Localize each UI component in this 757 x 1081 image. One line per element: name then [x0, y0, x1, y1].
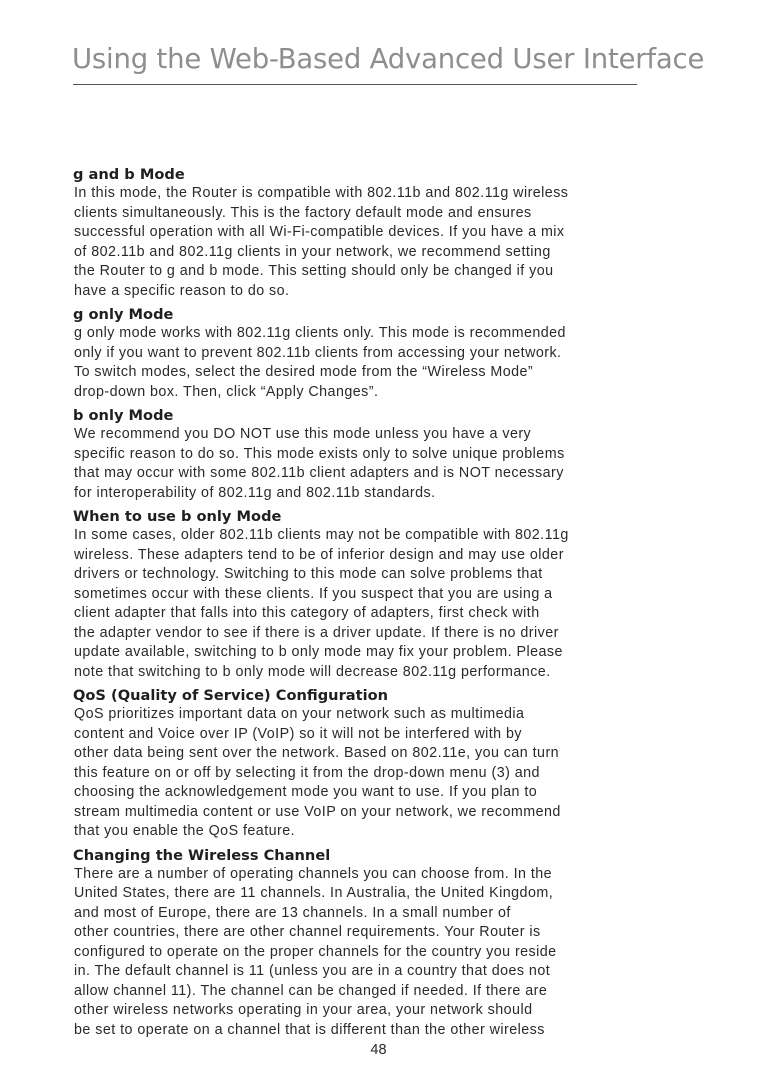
- section: [74, 305, 664, 402]
- paragraph-line: United States, there are 11 channels. In Australia, the United Kingdom,: [74, 885, 554, 901]
- paragraph-line: other data being sent over the network. Based on 802.11e, you can turn: [74, 745, 560, 761]
- paragraph-line: drivers or technology. Switching to this mode can solve problems that: [74, 566, 543, 582]
- paragraph-line: clients simultaneously. This is the factory default mode and ensures: [74, 204, 532, 221]
- paragraph-line: in. The default channel is 11 (unless you are in a country that does not: [74, 963, 551, 979]
- section-paragraph: [74, 425, 664, 503]
- section-heading: g and b Mode: [73, 166, 185, 183]
- paragraph-line: successful operation with all Wi-Fi-compatible devices. If you have a mix: [74, 224, 565, 240]
- section: [74, 165, 664, 301]
- paragraph-line: update available, switching to b only mode may fix your problem. Please: [74, 644, 563, 660]
- paragraph-line: drop-down box. Then, click “Apply Changes”.: [74, 383, 379, 400]
- section-heading: QoS (Quality of Service) Configuration: [73, 687, 389, 704]
- paragraph-line: specific reason to do so. This mode exists only to solve unique problems: [74, 445, 565, 462]
- section-heading: When to use b only Mode: [73, 508, 282, 525]
- paragraph-line: In some cases, older 802.11b clients may not be compatible with 802.11g: [74, 527, 569, 543]
- section: [74, 686, 664, 842]
- paragraph-line: To switch modes, select the desired mode from the “Wireless Mode”: [74, 364, 534, 380]
- paragraph-line: that you enable the QoS feature.: [74, 823, 296, 839]
- section: [74, 507, 664, 682]
- section-paragraph: [74, 705, 664, 842]
- paragraph-line: In this mode, the Router is compatible with 802.11b and 802.11g wireless: [74, 185, 569, 201]
- paragraph-line: g only mode works with 802.11g clients only. This mode is recommended: [74, 325, 566, 341]
- paragraph-line: for interoperability of 802.11g and 802.11b standards.: [74, 484, 436, 501]
- header-divider: [73, 84, 637, 85]
- paragraph-line: content and Voice over IP (VoIP) so it will not be interfered with by: [74, 725, 523, 742]
- section-paragraph: [74, 184, 664, 301]
- paragraph-line: the Router to g and b mode. This setting should only be changed if you: [74, 263, 554, 279]
- paragraph-line: We recommend you DO NOT use this mode unless you have a very: [74, 426, 532, 442]
- paragraph-line: QoS prioritizes important data on your network such as multimedia: [74, 706, 525, 722]
- section-paragraph: [74, 526, 664, 682]
- section-paragraph: [74, 324, 664, 402]
- paragraph-line: that may occur with some 802.11b client adapters and is NOT necessary: [74, 465, 564, 481]
- section-heading: Changing the Wireless Channel: [73, 846, 331, 864]
- page-number: 48: [370, 1042, 387, 1058]
- section: [74, 406, 664, 503]
- paragraph-line: other wireless networks operating in your area, your network should: [74, 1002, 533, 1018]
- paragraph-line: There are a number of operating channels you can choose from. In the: [74, 865, 553, 882]
- paragraph-line: other countries, there are other channel requirements. Your Router is: [74, 924, 541, 940]
- paragraph-line: the adapter vendor to see if there is a driver update. If there is no driver: [74, 624, 559, 641]
- paragraph-line: sometimes occur with these clients. If you suspect that you are using a: [74, 585, 553, 602]
- paragraph-line: note that switching to b only mode will decrease 802.11g performance.: [74, 663, 551, 680]
- paragraph-line: only if you want to prevent 802.11b clients from accessing your network.: [74, 344, 562, 361]
- paragraph-line: client adapter that falls into this category of adapters, first check with: [74, 605, 540, 621]
- section-heading: b only Mode: [73, 407, 174, 424]
- paragraph-line: have a specific reason to do so.: [74, 282, 290, 299]
- paragraph-line: and most of Europe, there are 13 channels. In a small number of: [74, 904, 511, 921]
- paragraph-line: stream multimedia content or use VoIP on your network, we recommend: [74, 803, 561, 820]
- paragraph-line: of 802.11b and 802.11g clients in your network, we recommend setting: [74, 243, 551, 260]
- section-paragraph: [74, 865, 664, 1041]
- page-header-title: Using the Web-Based Advanced User Interface: [72, 43, 705, 75]
- paragraph-line: configured to operate on the proper channels for the country you reside: [74, 943, 557, 960]
- paragraph-line: wireless. These adapters tend to be of inferior design and may use older: [74, 546, 564, 563]
- paragraph-line: be set to operate on a channel that is different than the other wireless: [74, 1021, 545, 1038]
- section-heading: g only Mode: [73, 306, 174, 323]
- section: [74, 846, 664, 1041]
- paragraph-line: choosing the acknowledgement mode you want to use. If you plan to: [74, 784, 538, 800]
- document-body: [74, 165, 664, 1044]
- paragraph-line: this feature on or off by selecting it from the drop-down menu (3) and: [74, 764, 540, 781]
- paragraph-line: allow channel 11). The channel can be changed if needed. If there are: [74, 982, 548, 999]
